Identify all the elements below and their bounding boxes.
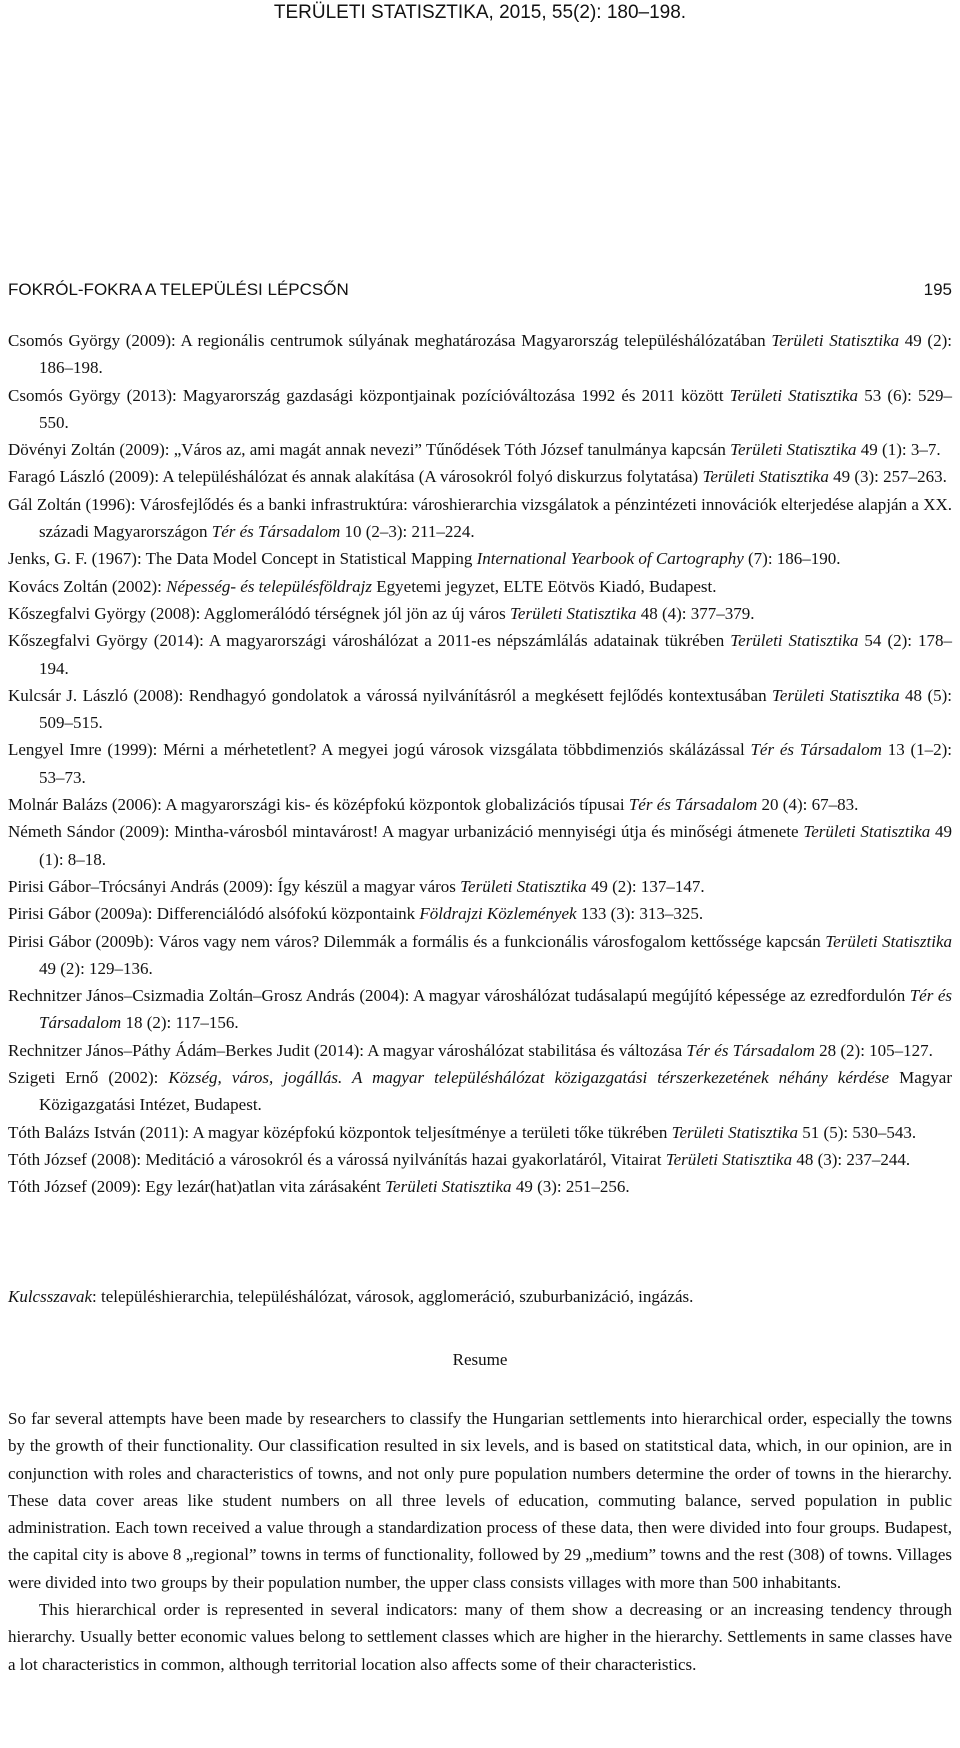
reference-item: Kőszegfalvi György (2014): A magyarországi városhálózat a 2011-es népszámlálás adatainak tükrében Területi Statisztika 54 (2): 178–194. bbox=[8, 631, 952, 678]
reference-item: Kőszegfalvi György (2008): Agglomerálódó térségnek jól jön az új város Területi Statisztika 48 (4): 377–379. bbox=[8, 603, 755, 623]
page-number: 195 bbox=[923, 280, 952, 299]
reference-item: Molnár Balázs (2006): A magyarországi kis- és középfokú központok globalizációs típusai Tér és Társadalom 20 (4): 67–83. bbox=[8, 795, 859, 815]
reference-item: Csomós György (2013): Magyarország gazdasági központjainak pozícióváltozása 1992 és 2011 között Területi Statisztika 53 (6): 529–550. bbox=[8, 385, 952, 432]
reference-item: Pirisi Gábor–Trócsányi András (2009): Így készül a magyar város Területi Statisztika 49 (2): 137–147. bbox=[8, 876, 705, 896]
reference-item: Faragó László (2009): A településhálózat és annak alakítása (A városokról folyó diskurzus folytatása) Területi Statisztika 49 (3): 257–263. bbox=[8, 467, 947, 487]
reference-item: Jenks, G. F. (1967): The Data Model Concept in Statistical Mapping International Yearbook of Cartography (7): 186–190. bbox=[8, 549, 841, 569]
reference-item: Gál Zoltán (1996): Városfejlődés és a banki infrastruktúra: városhierarchia vizsgálatok a pénzintézeti innovációk elterjedése alapján a XX. századi Magyarországon Tér és Társadalom 10 (2–3): 211–224. bbox=[8, 494, 952, 542]
reference-item: Tóth József (2008): Meditáció a városokról és a várossá nyilvánítás hazai gyakorlatáról, Vitairat Területi Statisztika 48 (3): 237–244. bbox=[8, 1149, 911, 1169]
resume-paragraph: So far several attempts have been made by researchers to classify the Hungarian settlements into hierarchical order, especially the towns by the growth of their functionality. Our classification resulted in six levels, and is based on statitstical data, which, in our opinion, are in conjunction with roles and characteristics of towns, and not only pure population numbers determine the order of towns in the hierarchy. These data cover areas like student numbers on all three levels of education, commuting balance, served population in public administration. Each town received a value through a standardization process of these data, then were divided into four groups. Budapest, the capital city is above 8 „regional” towns in terms of functionality, followed by 29 „medium” towns and the rest (308) of towns. Villages were divided into two groups by their population number, the upper class consists villages with more than 500 inhabitants. bbox=[8, 1409, 952, 1592]
reference-item: Dövényi Zoltán (2009): „Város az, ami magát annak nevezi” Tűnődések Tóth József tanulmánya kapcsán Területi Statisztika 49 (1): 3–7. bbox=[8, 440, 941, 460]
resume-paragraph: This hierarchical order is represented in several indicators: many of them show a decreasing or an increasing tendency through hierarchy. Usually better economic values belong to settlement classes which are higher in the hierarchy. Settlements in same classes have a lot characteristics in common, although territorial location also affects some of their characteristics. bbox=[8, 1600, 952, 1674]
reference-item: Rechnitzer János–Csizmadia Zoltán–Grosz András (2004): A magyar városhálózat tudásalapú megújító képessége az ezredfordulón Tér és Társadalom 18 (2): 117–156. bbox=[8, 986, 952, 1033]
reference-item: Kovács Zoltán (2002): Népesség- és településföldrajz Egyetemi jegyzet, ELTE Eötvös Kiadó, Budapest. bbox=[8, 576, 717, 596]
journal-header: TERÜLETI STATISZTIKA, 2015, 55(2): 180–198. bbox=[273, 2, 687, 23]
resume-title: Resume bbox=[452, 1350, 508, 1369]
reference-item: Szigeti Ernő (2002): Község, város, jogállás. A magyar településhálózat közigazgatási térszerkezetének néhány kérdése Magyar Közigazgatási Intézet, Budapest. bbox=[8, 1068, 952, 1115]
running-head-title: FOKRÓL-FOKRA A TELEPÜLÉSI LÉPCSŐN bbox=[8, 280, 349, 299]
reference-item: Lengyel Imre (1999): Mérni a mérhetetlent? A megyei jogú városok vizsgálata többdimenziós skálázással Tér és Társadalom 13 (1–2): 53–73. bbox=[8, 740, 953, 787]
keywords-label: Kulcsszavak bbox=[8, 1287, 93, 1306]
running-head bbox=[8, 278, 952, 302]
reference-list bbox=[8, 327, 952, 1201]
resume-body bbox=[8, 1405, 952, 1678]
reference-item: Rechnitzer János–Páthy Ádám–Berkes Judit (2014): A magyar városhálózat stabilitása és változása Tér és Társadalom 28 (2): 105–127. bbox=[8, 1040, 933, 1060]
keywords bbox=[8, 1283, 952, 1310]
reference-item: Tóth József (2009): Egy lezár(hat)atlan vita zárásaként Területi Statisztika 49 (3): 251–256. bbox=[8, 1177, 630, 1197]
reference-item: Pirisi Gábor (2009a): Differenciálódó alsófokú központaink Földrajzi Közlemények 133 (3): 313–325. bbox=[8, 904, 704, 924]
reference-item: Tóth Balázs István (2011): A magyar középfokú központok teljesítménye a területi tőke tükrében Területi Statisztika 51 (5): 530–543. bbox=[8, 1122, 917, 1142]
reference-item: Csomós György (2009): A regionális centrumok súlyának meghatározása Magyarország településhálózatában Területi Statisztika 49 (2): 186–198. bbox=[8, 331, 952, 378]
reference-item: Pirisi Gábor (2009b): Város vagy nem város? Dilemmák a formális és a funkcionális városfogalom kettőssége kapcsán Területi Statisztika 49 (2): 129–136. bbox=[8, 931, 952, 978]
keywords-text: : településhierarchia, településhálózat, városok, agglomeráció, szuburbanizáció, ingázás. bbox=[92, 1287, 694, 1306]
reference-item: Németh Sándor (2009): Mintha-városból mintavárost! A magyar urbanizáció mennyiségi útja és minőségi átmenete Területi Statisztika 49 (1): 8–18. bbox=[8, 822, 952, 869]
reference-item: Kulcsár J. László (2008): Rendhagyó gondolatok a várossá nyilvánításról a megkésett fejlődés kontextusában Területi Statisztika 48 (5): 509–515. bbox=[8, 685, 953, 733]
